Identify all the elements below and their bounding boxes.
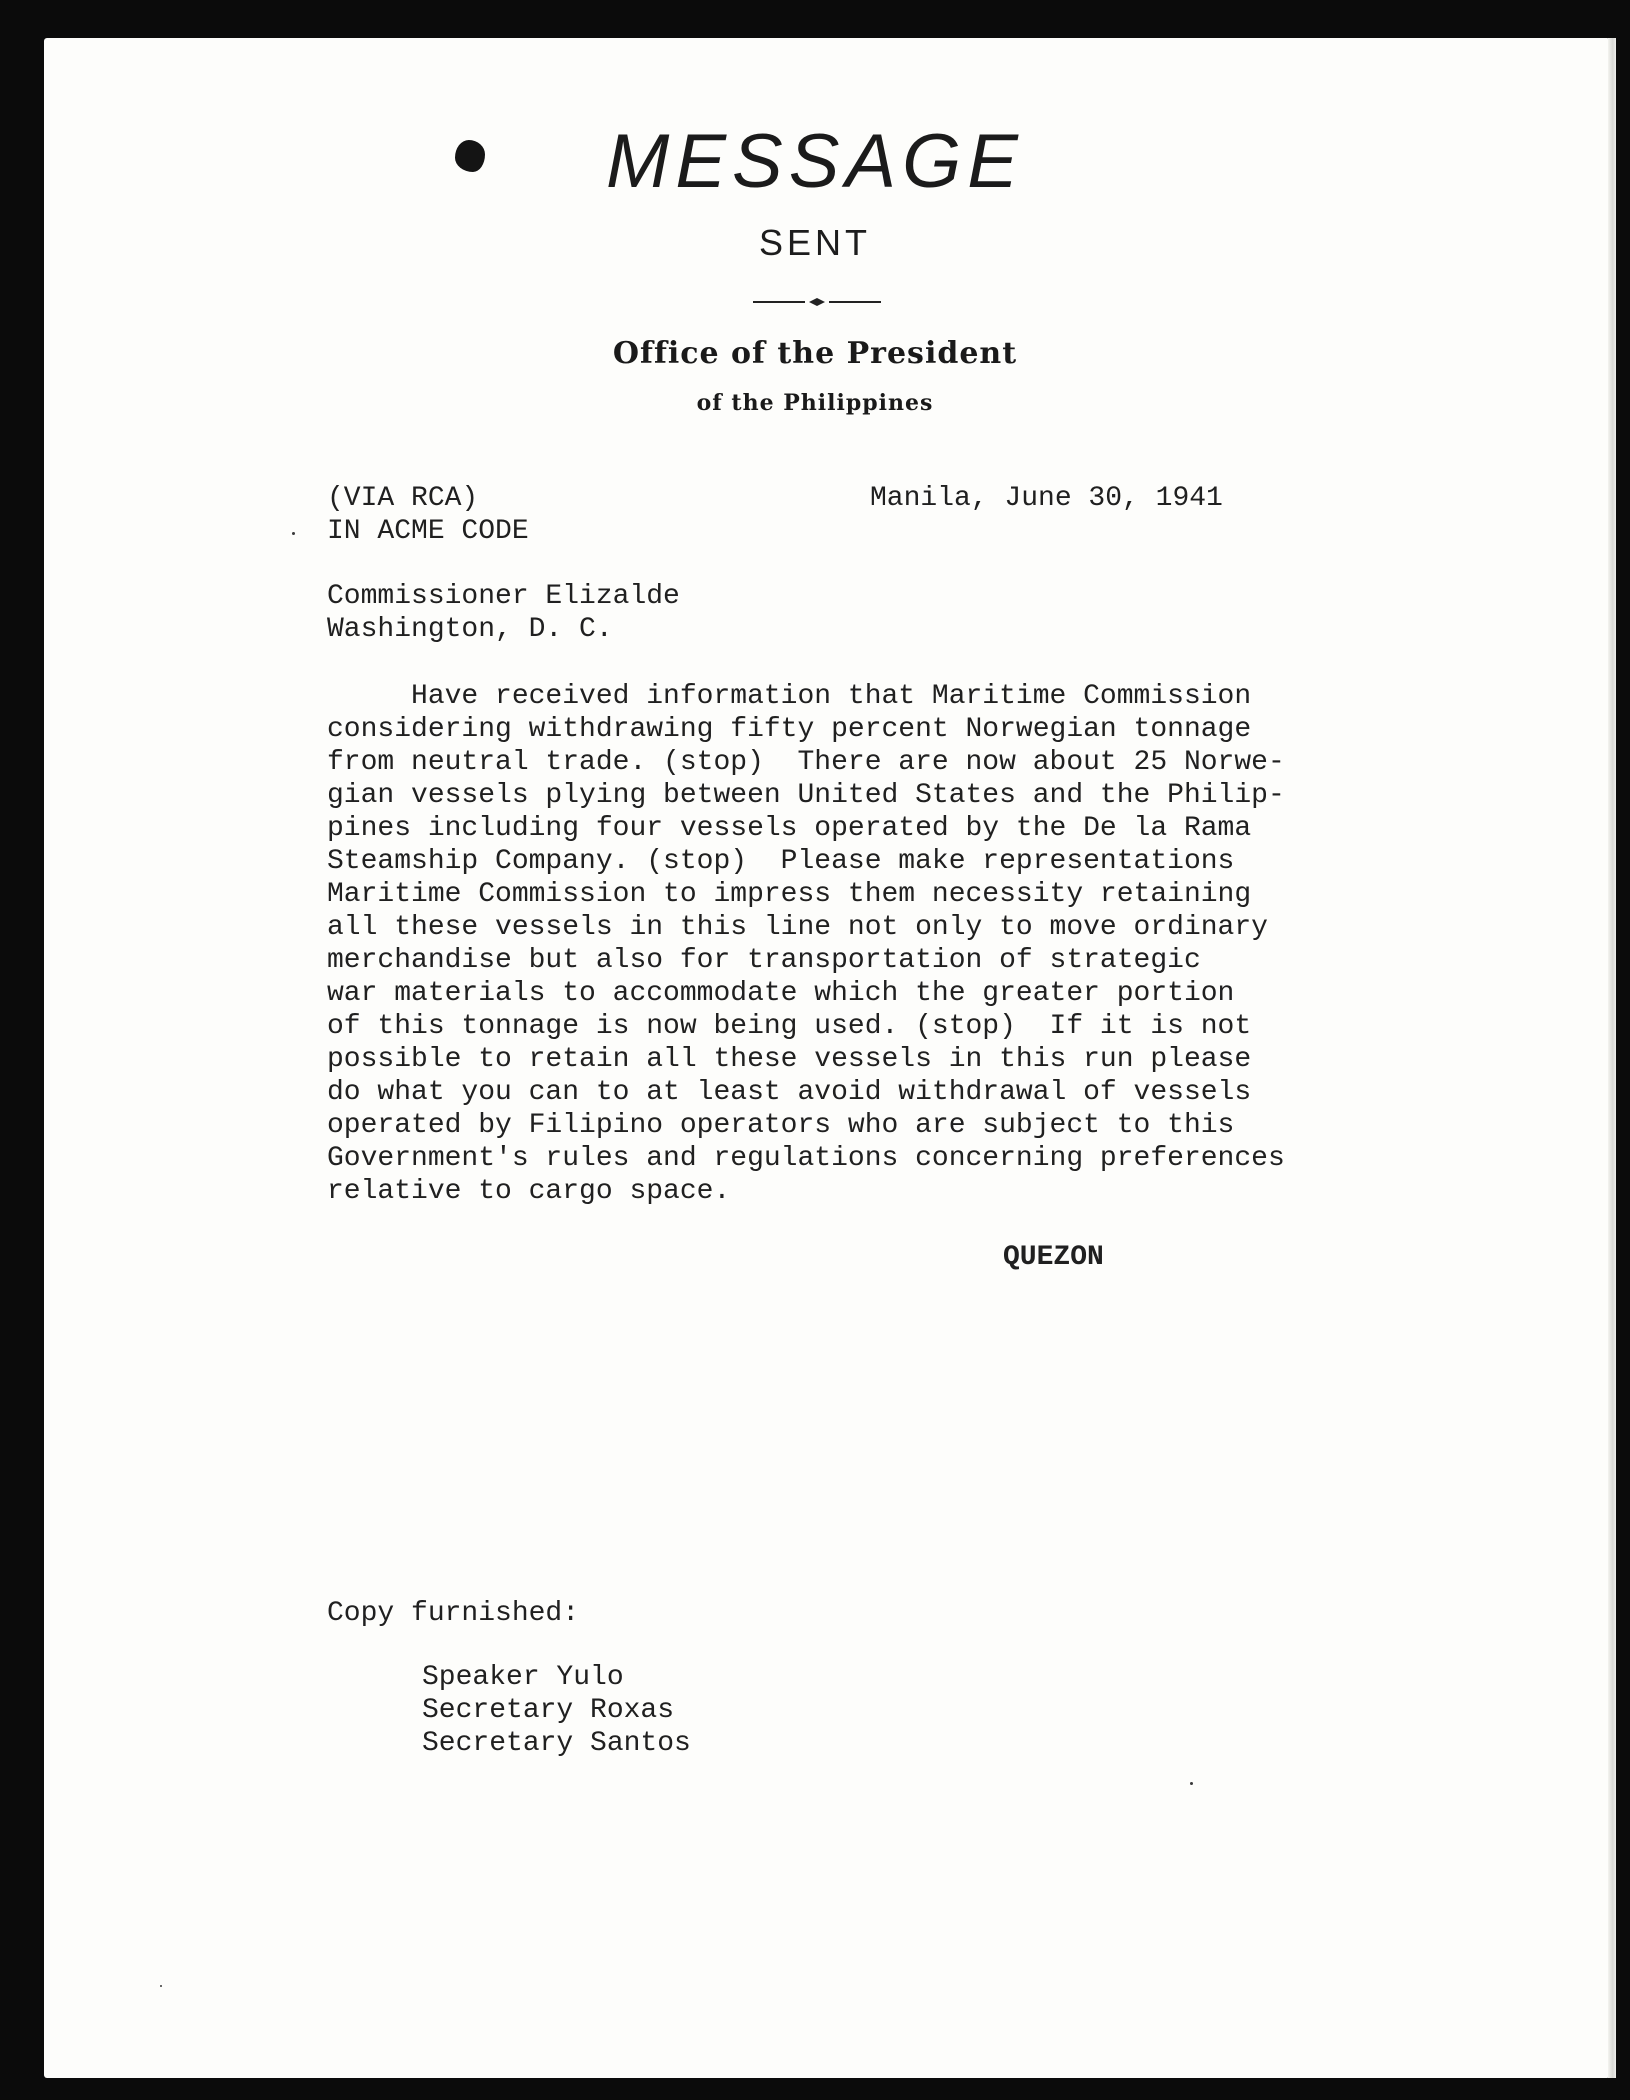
body-line: pines including four vessels operated by the De la Rama [327, 813, 1252, 844]
dateline: Manila, June 30, 1941 [870, 483, 1223, 514]
copy-recipient: Secretary Santos [422, 1728, 691, 1759]
body-line: of this tonnage is now being used. (stop) If it is not [327, 1011, 1252, 1042]
addressee-name: Commissioner Elizalde [327, 581, 680, 612]
scan-speck [160, 1985, 162, 1987]
ornament-divider [753, 296, 881, 308]
copy-recipient: Secretary Roxas [422, 1695, 675, 1726]
body-line: considering withdrawing fifty percent Norwegian tonnage [327, 714, 1252, 745]
body-line: relative to cargo space. [327, 1176, 731, 1207]
signature: QUEZON [1003, 1242, 1104, 1273]
scan-speck [1190, 1782, 1193, 1785]
addressee-location: Washington, D. C. [327, 614, 613, 645]
letterhead-subtitle: SENT [758, 222, 871, 263]
body-line: Maritime Commission to impress them necessity retaining [327, 879, 1252, 910]
message-body [327, 680, 1285, 1208]
copy-furnished-heading: Copy furnished: [327, 1598, 580, 1629]
copy-recipients-list [422, 1661, 691, 1760]
scan-speck [292, 532, 295, 535]
copy-recipient: Speaker Yulo [422, 1662, 624, 1693]
body-line: merchandise but also for transportation of strategic [327, 945, 1201, 976]
body-line: war materials to accommodate which the greater portion [327, 978, 1235, 1009]
transmission-code: IN ACME CODE [327, 516, 529, 547]
letterhead-title: MESSAGE [606, 119, 1024, 204]
body-line: from neutral trade. (stop) There are now about 25 Norwe- [327, 747, 1285, 778]
body-line: Government's rules and regulations concerning preferences [327, 1143, 1285, 1174]
body-line: gian vessels plying between United States and the Philip- [327, 780, 1285, 811]
body-line: do what you can to at least avoid withdrawal of vessels [327, 1077, 1252, 1108]
transmission-via: (VIA RCA) [327, 483, 479, 514]
office-name: Office of the President [612, 336, 1018, 371]
body-line: operated by Filipino operators who are subject to this [327, 1110, 1235, 1141]
body-line: Have received information that Maritime Commission [327, 681, 1252, 712]
body-line: Steamship Company. (stop) Please make representations [327, 846, 1235, 877]
body-line: possible to retain all these vessels in this run please [327, 1044, 1252, 1075]
office-country: of the Philippines [696, 390, 934, 416]
body-line: all these vessels in this line not only to move ordinary [327, 912, 1268, 943]
